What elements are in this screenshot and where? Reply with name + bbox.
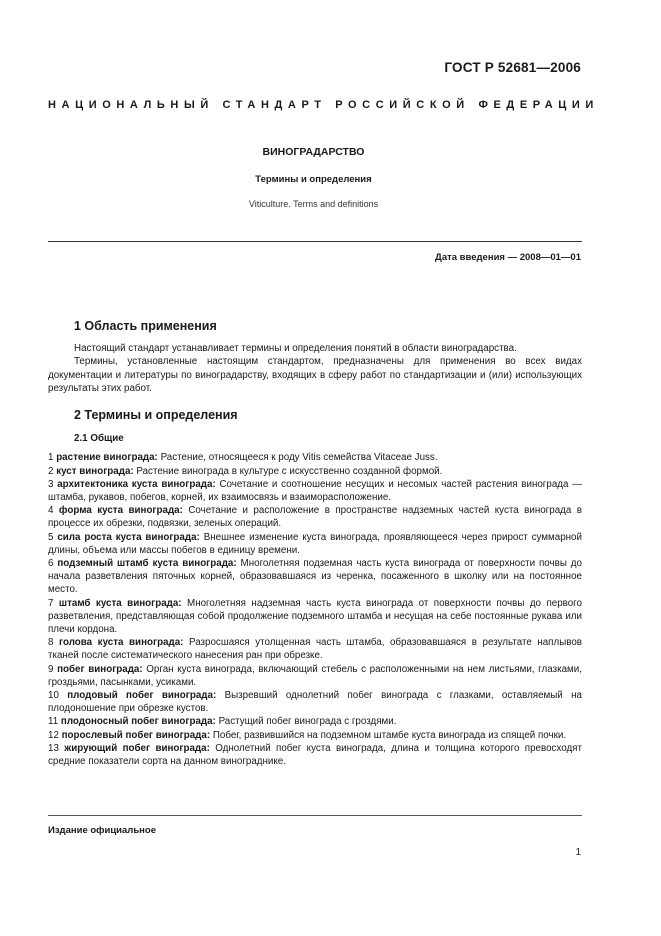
term-definition: Однолетний побег куста винограда, длина и толщина которого превосходят средние показатели сорта на данном винограднике. <box>48 742 582 768</box>
term-name: форма куста винограда: <box>58 505 183 517</box>
document-subtitle: Термины и определения <box>255 174 372 185</box>
term-entry <box>48 557 582 597</box>
subsection-heading: 2.1 Общие <box>74 433 124 445</box>
term-name: штамб куста винограда: <box>58 597 182 609</box>
term-name: плодоносный побег винограда: <box>60 716 216 728</box>
english-title: Viticulture. Terms and definitions <box>248 199 379 209</box>
term-definition: Побег, развившийся на подземном штамбе куста винограда из спящей почки. <box>212 729 567 741</box>
header-divider <box>48 241 582 242</box>
term-entry <box>48 478 582 504</box>
term-entry <box>48 597 582 637</box>
term-number: 1 <box>48 452 54 464</box>
term-number: 5 <box>48 531 54 543</box>
term-number: 7 <box>48 597 54 609</box>
footer-divider <box>48 815 582 816</box>
term-entry <box>48 742 582 768</box>
term-number: 8 <box>48 637 54 649</box>
term-name: плодовый побег винограда: <box>67 690 217 702</box>
main-content <box>48 320 582 768</box>
edition-label: Издание официальное <box>48 825 156 836</box>
section-1-paragraph: Термины, установленные настоящим стандартом, предназначены для применения во всех видах документации и литературы по виноградарству, входящих в сферу работ по стандартизации и (или) использующих результаты этих работ. <box>48 356 582 394</box>
term-definition: Вызревший однолетний побег винограда с глазками, оставляемый на плодоношение при обрезке кустов. <box>48 690 582 715</box>
term-entry <box>48 636 582 662</box>
term-name: куст винограда: <box>56 465 134 477</box>
term-number: 4 <box>48 505 54 517</box>
terms-list <box>48 451 582 768</box>
term-number: 12 <box>48 729 59 741</box>
term-number: 6 <box>48 558 54 570</box>
term-name: жирующий побег винограда: <box>64 742 210 754</box>
term-definition: Растение винограда в культуре с искусственно созданной формой. <box>136 465 443 477</box>
term-name: подземный штамб куста винограда: <box>57 558 237 570</box>
term-entry <box>48 531 582 557</box>
term-name: порослевый побег винограда: <box>61 729 211 741</box>
document-title: ВИНОГРАДАРСТВО <box>262 146 365 158</box>
term-name: архитектоника куста винограда: <box>57 478 216 490</box>
term-number: 2 <box>48 465 54 477</box>
term-definition: Многолетняя надземная часть куста винограда от поверхности почвы до первого разветвления, представляющая собой продолжение подземного штамба и несущая на себе постоянные рукава или плечи кордона. <box>48 597 582 636</box>
section-2-heading: 2 Термины и определения <box>74 408 238 423</box>
intro-date: Дата введения — 2008—01—01 <box>435 252 581 263</box>
term-name: побег винограда: <box>57 663 143 675</box>
term-definition: Сочетание и расположение в пространстве надземных частей куста винограда в процессе их обрезки, подвязки, зеленых операций. <box>48 505 582 530</box>
term-definition: Многолетняя подземная часть куста винограда от поверхности почвы до начала разветвления пяточных корней, образовавшаяся из черенка, посаженного в школку или на постоянное место. <box>48 558 582 596</box>
term-name: сила роста куста винограда: <box>57 531 200 543</box>
term-entry <box>48 451 582 464</box>
term-definition: Растение, относящееся к роду Vitis семейства Vitaceae Juss. <box>160 452 438 464</box>
term-name: растение винограда: <box>56 452 158 464</box>
term-number: 3 <box>48 478 54 490</box>
term-number: 11 <box>48 716 59 728</box>
term-number: 10 <box>48 690 59 702</box>
section-1-paragraph: Настоящий стандарт устанавливает термины и определения понятий в области виноградарства. <box>74 343 517 355</box>
term-definition: Сочетание и соотношение несущих и несомых частей растения винограда — штамба, рукавов, побегов, корней, их взаимосвязь и взаиморасположение. <box>48 478 582 504</box>
term-entry <box>48 465 582 478</box>
term-name: голова куста винограда: <box>59 637 184 649</box>
term-definition: Внешнее изменение куста винограда, проявляющееся через прирост суммарной длины, объема или массы побегов в единицу времени. <box>48 531 582 556</box>
term-entry <box>48 663 582 689</box>
term-entry <box>48 689 582 715</box>
term-definition: Растущий побег винограда с гроздями. <box>218 716 397 728</box>
page-number: 1 <box>575 847 581 858</box>
national-standard-banner: НАЦИОНАЛЬНЫЙ СТАНДАРТ РОССИЙСКОЙ ФЕДЕРАЦИИ <box>48 99 599 111</box>
term-definition: Разросшаяся утолщенная часть штамба, образовавшаяся в результате наплывов тканей после систематического нанесения ран при обрезке. <box>48 637 582 662</box>
term-number: 9 <box>48 663 54 675</box>
term-entry <box>48 504 582 530</box>
term-definition: Орган куста винограда, включающий стебель с расположенными на нем листьями, глазками, гроздьями, пасынками, усиками. <box>48 663 582 688</box>
term-number: 13 <box>48 742 59 754</box>
section-1-heading: 1 Область применения <box>74 319 217 333</box>
gost-code: ГОСТ Р 52681—2006 <box>444 60 581 75</box>
term-entry <box>48 729 582 742</box>
term-entry <box>48 715 582 728</box>
